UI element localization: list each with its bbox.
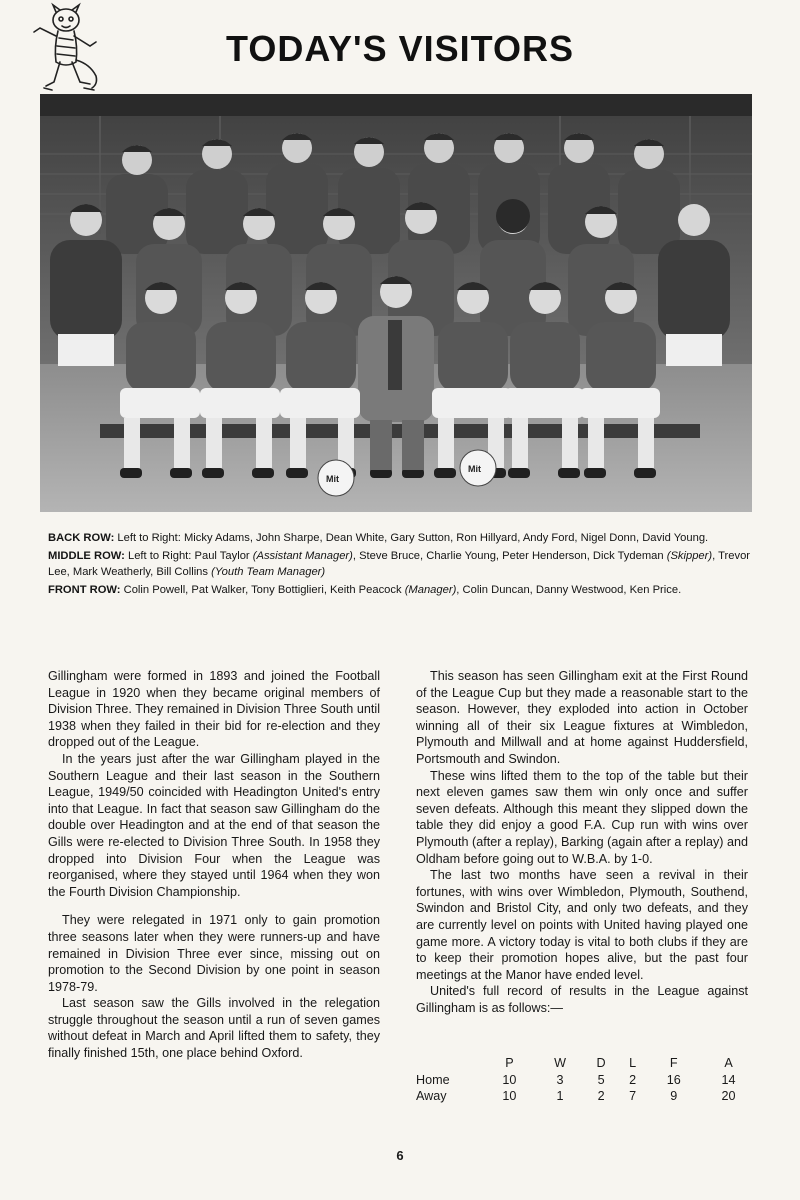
caption-role: (Assistant Manager) [252,550,353,562]
results-row-away [416,1088,756,1105]
cell: 14 [721,1072,736,1087]
row-label: Home [416,1072,450,1087]
article-paragraph: United's full record of results in the League against Gillingham is as follows:— [416,984,748,1015]
football-left [318,460,354,496]
caption-middle-row [48,548,752,580]
svg-text:Mit: Mit [326,474,339,484]
results-row-home [416,1072,756,1089]
caption-back-row [48,530,752,546]
cell: 10 [502,1072,517,1087]
article-right-column [416,668,748,1016]
article-paragraph: Gillingham were formed in 1893 and joined the Football League in 1920 when they became original members of Division Three. They remained in Division Three South until 1938 when they failed in their bid for re-election and they dropped out of the League. [48,669,380,750]
svg-text:Mit: Mit [468,464,481,474]
caption-role: (Manager) [404,584,457,596]
caption-role: (Youth Team Manager) [211,566,326,578]
page-number: 6 [396,1148,404,1163]
page-title: TODAY'S VISITORS [226,28,574,69]
header-for: F [669,1056,678,1070]
caption-front-row [48,582,752,598]
header-won: W [554,1056,566,1070]
article-paragraph: Last season saw the Gills involved in the relegation struggle throughout the season until a run of seven games without defeat in March and April lifted them to safety, they finally finished 15th, one place behind Oxford. [48,996,380,1061]
caption-role: (Skipper) [666,550,713,562]
football-right [460,450,496,486]
team-photo [40,94,752,512]
cell: 16 [666,1072,681,1087]
caption-text: Colin Powell, Pat Walker, Tony Bottiglieri, Keith Peacock [123,584,405,596]
article-paragraph: In the years just after the war Gillingham played in the Southern League and their last season in the Southern League, 1949/50 coincided with Headington United's entry into that League. In fact that season saw Gillingham do the double over Headington and at the end of that season the Gills were re-elected to Division Three South. In 1958 they dropped into Division Four when the League was reorganised, where they stayed until 1964 when they won the Fourth Division Championship. [48,751,380,899]
article-paragraph: This season has seen Gillingham exit at the First Round of the League Cup but they made a reasonable start to the season. However, they exploded into action in October winning all of their six League fixtures at Wimbledon, Plymouth and Millwall and at home against Huddersfield, Portsmouth and Swindon. [416,669,748,766]
cell: 5 [597,1072,605,1087]
cell: 3 [556,1072,564,1087]
article-paragraph: The last two months have seen a revival in their fortunes, with wins over Wimbledon, Plymouth, Southend, Swindon and Bristol City, and only two defeats, and they are currently level on points with United having played one game more. A victory today is vital to both clubs if they are to keep their promotion hopes alive, but the past four meetings at the Manor have ended level. [416,868,748,982]
header-lost: L [629,1056,637,1070]
results-table [416,1055,756,1105]
article-left-column [48,668,380,1062]
row-label: Away [416,1089,447,1104]
caption-label: MIDDLE ROW: [48,550,125,562]
caption-text: , Trevor Lee, Mark Weatherly, Bill Collins [48,550,751,578]
cell: 20 [721,1089,736,1104]
header-drawn: D [596,1056,606,1070]
caption-label: FRONT ROW: [48,584,121,596]
header-against: A [724,1056,733,1070]
cell: 7 [629,1089,637,1104]
team-photo-illustration [40,94,752,512]
cell: 10 [502,1089,517,1104]
cell: 2 [629,1072,637,1087]
caption-text: , Steve Bruce, Charlie Young, Peter Henderson, Dick Tydeman [352,550,667,562]
caption-text: Left to Right: Paul Taylor [127,550,253,562]
photo-caption [48,530,752,600]
header-played: P [505,1056,514,1070]
caption-text: , Colin Duncan, Danny Westwood, Ken Price. [456,584,682,596]
article-paragraph: These wins lifted them to the top of the table but their next eleven games saw them win only once and suffer seven defeats. Although this meant they slipped down the table they did enjoy a good F.A. Cup run with wins over Plymouth (after a replay), Barking (again after a replay) and Oldham before going out to W.B.A. by 1-0. [416,768,748,866]
caption-text: Left to Right: Micky Adams, John Sharpe, Dean White, Gary Sutton, Ron Hillyard, Andy Ford, Nigel Donn, David Young. [117,532,709,544]
cell: 1 [556,1089,564,1104]
article-paragraph: They were relegated in 1971 only to gain promotion three seasons later when they were runners-up and have remained in Division Three ever since, missing out on promotion to the Second Division by one point in season 1978-79. [48,913,380,994]
cell: 2 [597,1089,605,1104]
cell: 9 [670,1089,678,1104]
results-header-row [416,1055,756,1072]
caption-label: BACK ROW: [48,532,115,544]
